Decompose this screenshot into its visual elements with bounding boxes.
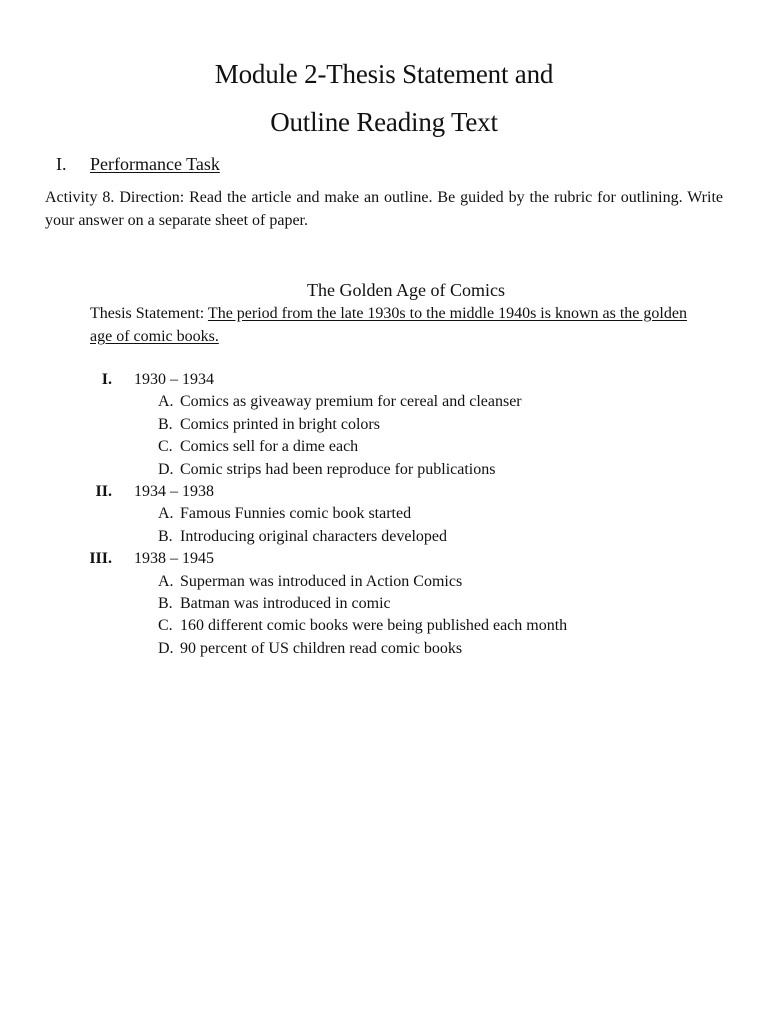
- outline-item-letter: B.: [158, 527, 173, 545]
- outline-item: [0, 436, 768, 458]
- outline-item: [0, 571, 768, 593]
- outline-item: [0, 459, 768, 481]
- outline-item-letter: C.: [158, 438, 173, 456]
- outline-item-letter: A.: [158, 572, 174, 590]
- outline-item: [0, 638, 768, 660]
- document-title-line-2: Outline Reading Text: [270, 107, 498, 137]
- thesis-label: Thesis Statement:: [90, 305, 205, 322]
- outline-period: 1938 – 1945: [134, 550, 214, 568]
- outline-item-text: Comics as giveaway premium for cereal and cleanser: [180, 393, 522, 411]
- outline-item-text: Comic strips had been reproduce for publications: [180, 460, 496, 478]
- outline-item-text: Comics printed in bright colors: [180, 415, 380, 433]
- outline-section-row: [0, 548, 768, 570]
- document-title-line-1: Module 2-Thesis Statement and: [214, 59, 554, 89]
- outline-item-text: 160 different comic books were being published each month: [180, 617, 568, 635]
- outline-period: 1934 – 1938: [134, 482, 214, 500]
- outline-item-text: Introducing original characters developed: [180, 527, 447, 545]
- outline-numeral: III.: [89, 550, 112, 568]
- outline-numeral: I.: [101, 371, 112, 388]
- outline-period: 1930 – 1934: [134, 371, 214, 388]
- outline: [0, 369, 768, 660]
- outline-item: [0, 615, 768, 637]
- section-number: I.: [56, 154, 67, 174]
- outline-item-text: Superman was introduced in Action Comics: [180, 572, 463, 590]
- outline-section-row: [0, 481, 768, 503]
- section-title: Performance Task: [90, 154, 220, 174]
- outline-item-letter: D.: [158, 639, 174, 657]
- outline-item: [0, 503, 768, 525]
- outline-item-letter: C.: [158, 617, 173, 635]
- outline-item-letter: D.: [158, 460, 174, 478]
- outline-item-letter: A.: [158, 505, 174, 523]
- outline-numeral: II.: [95, 482, 112, 500]
- thesis-text: The period from the late 1930s to the middle 1940s is known as the golden age of comic books.: [90, 305, 687, 345]
- outline-item-letter: B.: [158, 594, 173, 612]
- outline-item-text: 90 percent of US children read comic books: [180, 639, 463, 657]
- outline-item: [0, 593, 768, 615]
- outline-item: [0, 526, 768, 548]
- article-title: The Golden Age of Comics: [307, 280, 505, 300]
- activity-direction: Activity 8. Direction: Read the article and make an outline. Be guided by the rubric for outlining. Write your answer on a separate sheet of paper.: [45, 189, 723, 229]
- outline-item: [0, 414, 768, 436]
- thesis-statement: [90, 302, 710, 348]
- outline-item-text: Comics sell for a dime each: [180, 438, 359, 456]
- section-heading: [56, 152, 220, 176]
- outline-item-letter: A.: [158, 393, 174, 411]
- outline-item: [0, 391, 768, 413]
- outline-section-row: [0, 369, 768, 391]
- outline-item-text: Batman was introduced in comic: [180, 594, 391, 612]
- outline-item-letter: B.: [158, 415, 173, 433]
- outline-item-text: Famous Funnies comic book started: [180, 505, 412, 523]
